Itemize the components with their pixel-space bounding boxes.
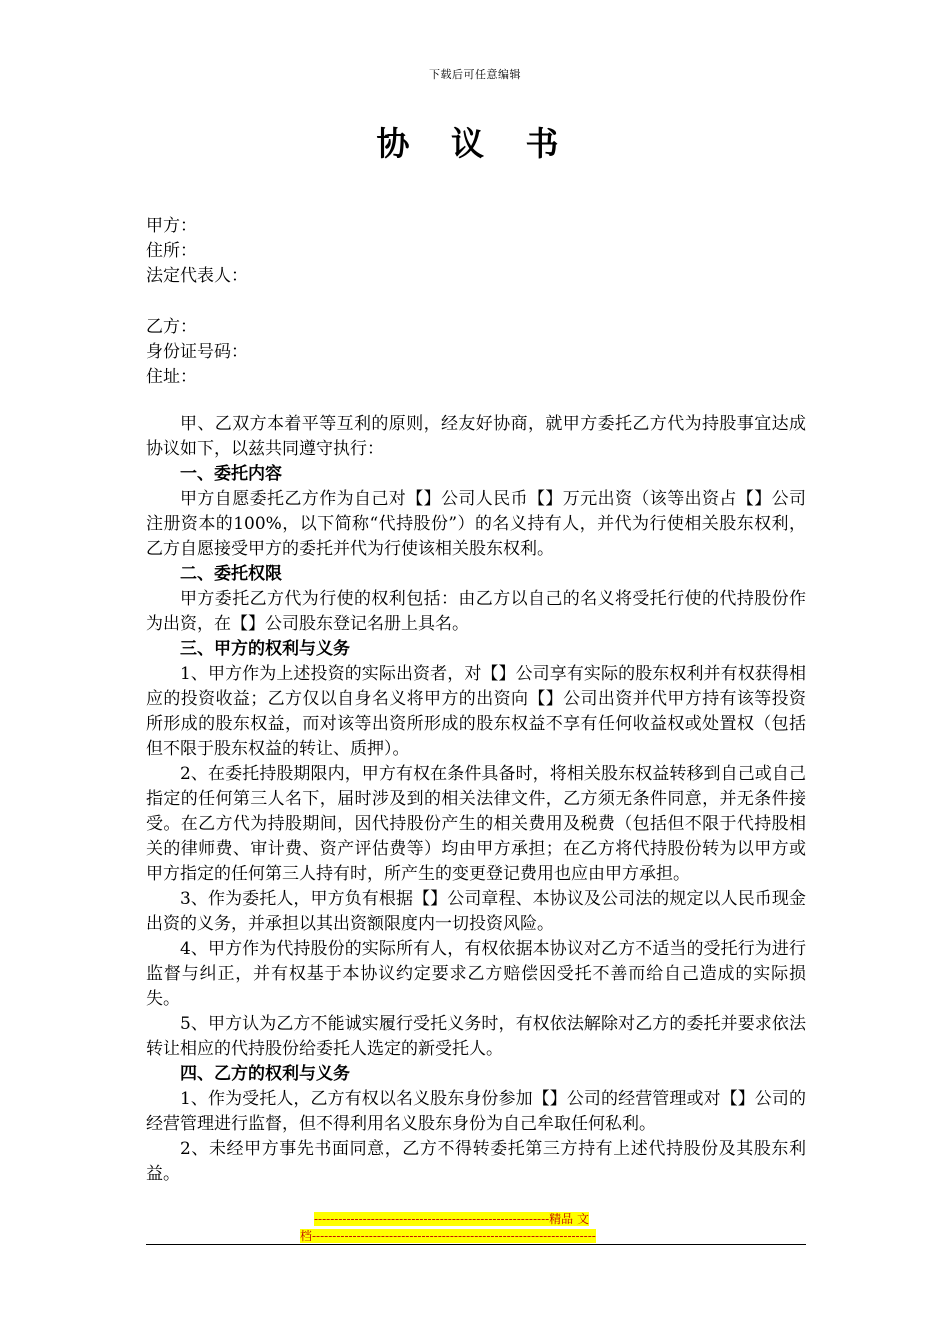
party-b-name-label: 乙方： [146,317,197,337]
party-a-address-label: 住所： [146,241,197,261]
intro-paragraph: 甲、乙双方本着平等互利的原则，经友好协商，就甲方委托乙方代为持股事宜达成协议如下，以兹共同遵守执行： [146,414,806,459]
section-1-paragraph: 甲方自愿委托乙方作为自己对【】公司人民币【】万元出资（该等出资占【】公司注册资本的100%，以下简称“代持股份”）的名义持有人，并代为行使相关股东权利，乙方自愿接受甲方的委托并代为行使该相关股东权利。 [146,489,806,559]
footer-line-2: 档---------------------------------------------------------------------- [300,1229,596,1243]
footer-line-1: ----------------------------------------------------------精品 文 [314,1212,589,1226]
footer-rule [146,1244,806,1245]
party-a-rep-label: 法定代表人： [146,266,248,286]
section-3-clause-1: 1、甲方作为上述投资的实际出资者，对【】公司享有实际的股东权利并有权获得相应的投资收益；乙方仅以自身名义将甲方的出资向【】公司出资并代甲方持有该等投资所形成的股东权益，而对该等出资所形成的股东权益不享有任何收益权或处置权（包括但不限于股东权益的转让、质押）。 [146,664,806,759]
party-a-block [146,214,806,289]
section-3-clause-5: 5、甲方认为乙方不能诚实履行受托义务时，有权依法解除对乙方的委托并要求依法转让相应的代持股份给委托人选定的新受托人。 [146,1014,806,1059]
section-3-clause-3: 3、作为委托人，甲方负有根据【】公司章程、本协议及公司法的规定以人民币现金出资的义务，并承担以其出资额限度内一切投资风险。 [146,889,806,934]
section-heading-1: 一、委托内容 [180,464,282,484]
agreement-body [146,412,806,1187]
party-b-address-label: 住址： [146,367,197,387]
section-heading-4: 四、乙方的权利与义务 [180,1064,350,1084]
section-heading-3: 三、甲方的权利与义务 [180,639,350,659]
section-2-paragraph: 甲方委托乙方代为行使的权利包括：由乙方以自己的名义将受托行使的代持股份作为出资，在【】公司股东登记名册上具名。 [146,589,806,634]
footer-watermark [300,1211,650,1245]
section-3-clause-2: 2、在委托持股期限内，甲方有权在条件具备时，将相关股东权益转移到自己或自己指定的任何第三人名下，届时涉及到的相关法律文件，乙方须无条件同意，并无条件接受。在乙方代为持股期间，因代持股份产生的相关费用及税费（包括但不限于代持股相关的律师费、审计费、资产评估费等）均由甲方承担；在乙方将代持股份转为以甲方或甲方指定的任何第三人持有时，所产生的变更登记费用也应由甲方承担。 [146,764,806,884]
section-4-clause-1: 1、作为受托人，乙方有权以名义股东身份参加【】公司的经营管理或对【】公司的经营管理进行监督，但不得利用名义股东身份为自己牟取任何私利。 [146,1089,806,1134]
party-a-name-label: 甲方： [146,216,197,236]
section-4-clause-2: 2、未经甲方事先书面同意，乙方不得转委托第三方持有上述代持股份及其股东利益。 [146,1139,806,1184]
document-title: 协 议 书 [376,124,574,163]
section-3-clause-4: 4、甲方作为代持股份的实际所有人，有权依据本协议对乙方不适当的受托行为进行监督与纠正，并有权基于本协议约定要求乙方赔偿因受托不善而给自己造成的实际损失。 [146,939,806,1009]
party-b-id-label: 身份证号码： [146,342,248,362]
party-b-block [146,315,806,390]
header-note: 下载后可任意编辑 [429,68,521,81]
section-heading-2: 二、委托权限 [180,564,282,584]
